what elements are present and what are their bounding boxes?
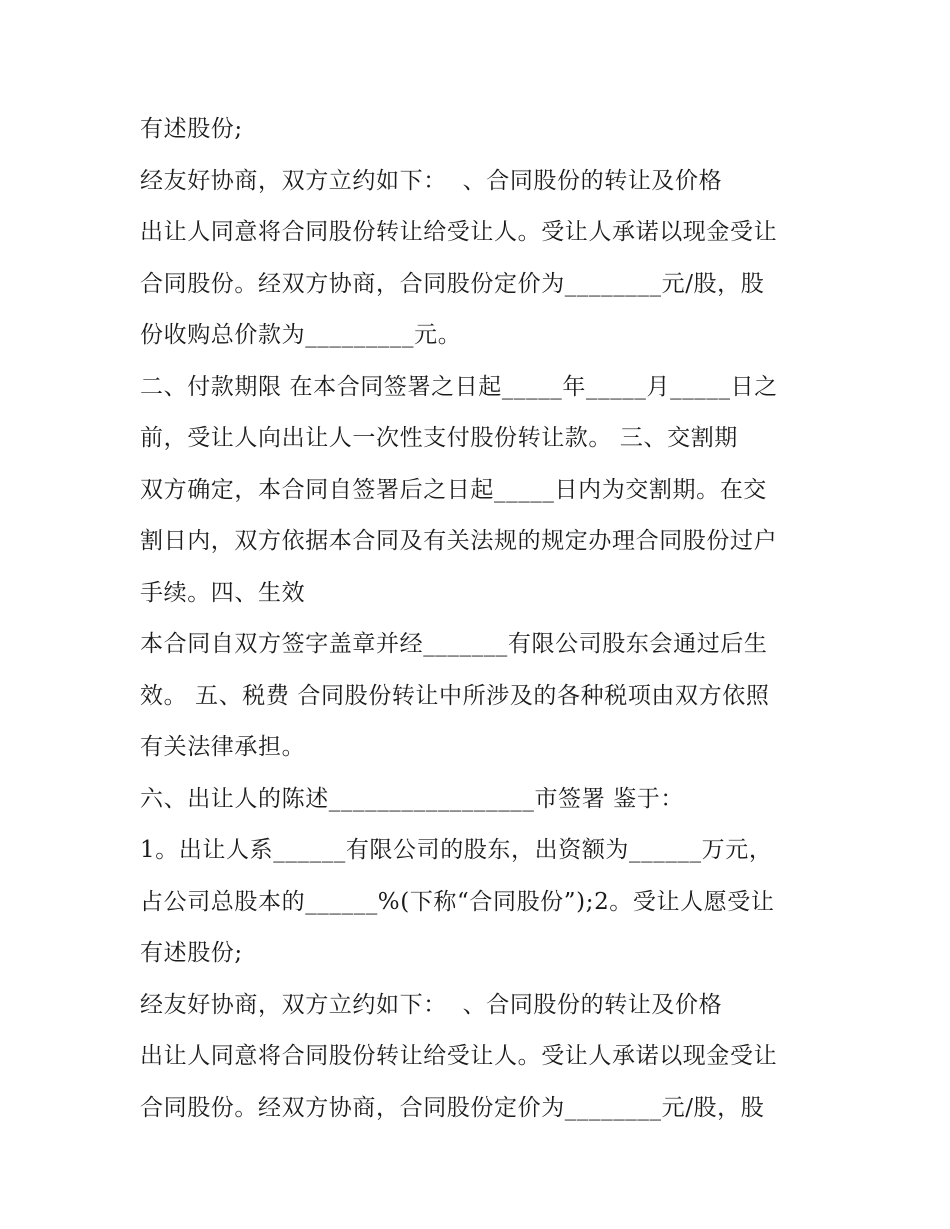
text-line: 有述股份; [140,940,243,966]
text-line: 有关法律承担。 [140,734,306,760]
text-line: 合同股份。经双方协商，合同股份定价为________元/股，股 [140,1094,765,1121]
text-line: 割日内，双方依据本合同及有关法规的规定办理合同股份过户 [140,528,778,554]
text-line: 前，受让人向出让人一次性支付股份转让款。 三、交割期 [140,425,738,451]
text-line: 合同股份。经双方协商，合同股份定价为________元/股，股 [140,270,765,297]
text-line: 占公司总股本的______%(下称“合同股份”);2。受让人愿受让 [140,888,775,915]
text-line: 1。出让人系______有限公司的股东，出资额为______万元， [140,837,773,863]
text-line: 经友好协商，双方立约如下： 、合同股份的转让及价格 [140,991,723,1018]
text-line: 出让人同意将合同股份转让给受让人。受让人承诺以现金受让 [140,1043,778,1069]
text-line: 六、出让人的陈述_________________市签署 鉴于： [140,785,685,812]
document-body [140,104,840,1134]
text-line: 效。 五、税费 合同股份转让中所涉及的各种税项由双方依照 [140,682,770,709]
text-line: 经友好协商，双方立约如下： 、合同股份的转让及价格 [140,167,723,194]
text-line: 本合同自双方签字盖章并经_______有限公司股东会通过后生 [140,631,768,657]
text-line: 份收购总价款为_________元。 [140,322,462,348]
text-line: 有述股份; [140,116,243,142]
text-line: 双方确定，本合同自签署后之日起_____日内为交割期。在交 [140,476,767,503]
text-line: 出让人同意将合同股份转让给受让人。受让人承诺以现金受让 [140,219,778,245]
text-line: 手续。四、生效 [140,579,306,606]
text-line: 二、付款期限 在本合同签署之日起_____年_____月_____日之 [140,373,778,400]
